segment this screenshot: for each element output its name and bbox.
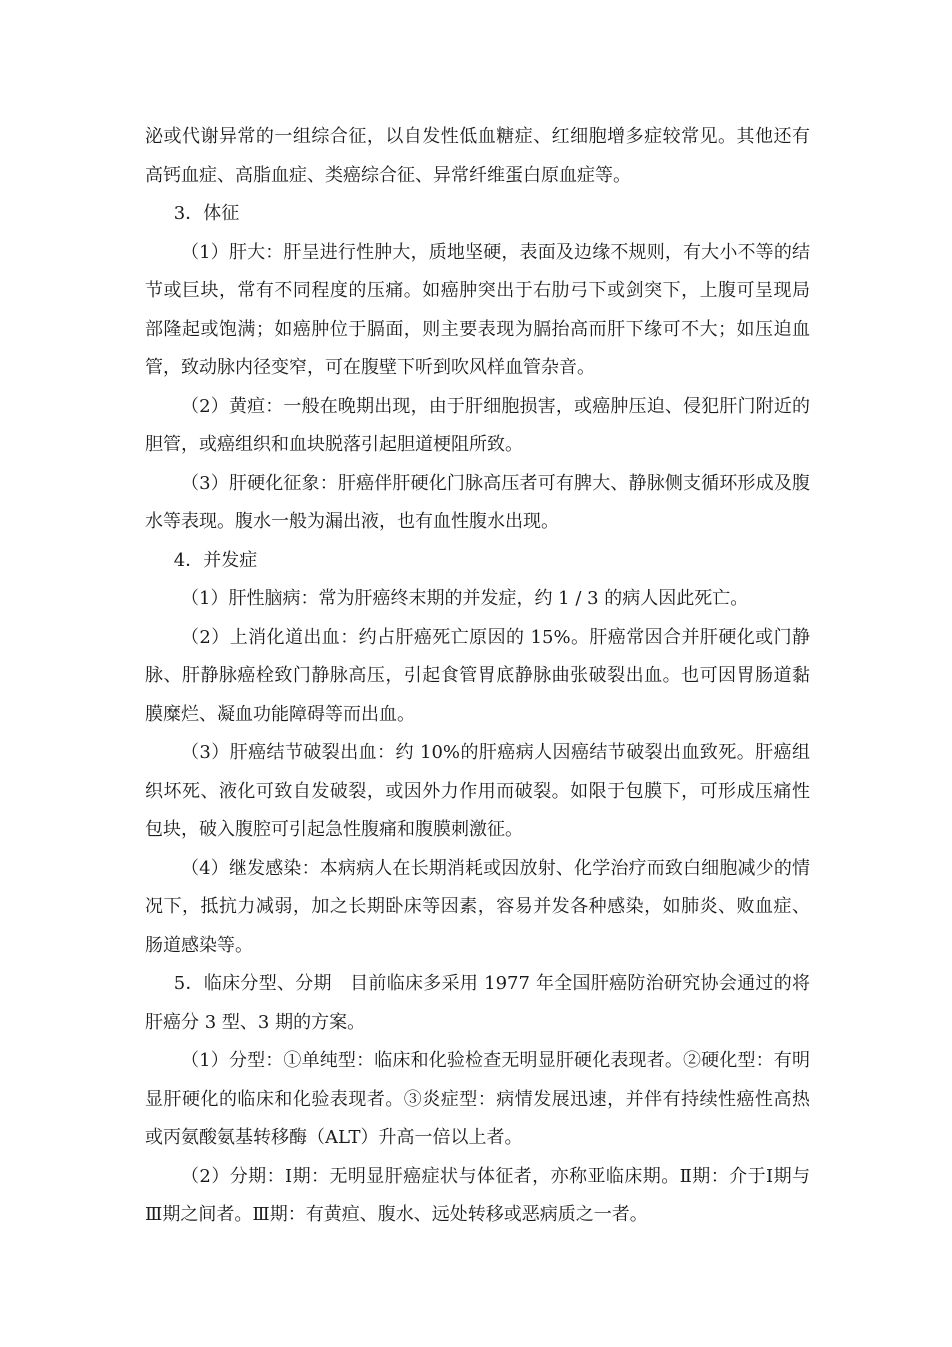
paragraph-hepatomegaly: （1）肝大：肝呈进行性肿大，质地坚硬，表面及边缘不规则，有大小不等的结节或巨块，常有不同程度的压痛。如癌肿突出于右肋弓下或剑突下，上腹可呈现局部隆起或饱满；如癌肿位于膈面，则主要表现为膈抬高而肝下缘可不大；如压迫血管，致动脉内径变窄，可在腹壁下听到吹风样血管杂音。: [145, 241, 810, 378]
paragraph-types: （1）分型：①单纯型：临床和化验检查无明显肝硬化表现者。②硬化型：有明显肝硬化的临床和化验表现者。③炎症型：病情发展迅速，并伴有持续性癌性高热或丙氨酸氨基转移酶（ALT）升高一倍以上者。: [145, 1050, 810, 1148]
section-heading-signs: 3．体征: [173, 203, 240, 224]
paragraph-nodule-rupture: （3）肝癌结节破裂出血：约 10%的肝癌病人因癌结节破裂出血致死。肝癌组织坏死、液化可致自发破裂，或因外力作用而破裂。如限于包膜下，可形成压痛性包块，破入腹腔可引起急性腹痛和腹膜刺激征。: [145, 742, 810, 840]
paragraph-hepatic-encephalopathy: （1）肝性脑病：常为肝癌终末期的并发症，约 1 / 3 的病人因此死亡。: [181, 588, 749, 609]
paragraph-cirrhosis-signs: （3）肝硬化征象：肝癌伴肝硬化门脉高压者可有脾大、静脉侧支循环形成及腹水等表现。腹水一般为漏出液，也有血性腹水出现。: [145, 472, 810, 532]
paragraph-jaundice: （2）黄疸：一般在晚期出现，由于肝细胞损害，或癌肿压迫、侵犯肝门附近的胆管，或癌组织和血块脱落引起胆道梗阻所致。: [145, 395, 810, 455]
section-heading-complications: 4．并发症: [173, 549, 258, 571]
document-body: [145, 118, 810, 1235]
paragraph-continuation: 泌或代谢异常的一组综合征，以自发性低血糖症、红细胞增多症较常见。其他还有高钙血症、高脂血症、类癌综合征、异常纤维蛋白原血症等。: [145, 126, 810, 186]
paragraph-gi-bleeding: （2）上消化道出血：约占肝癌死亡原因的 15%。肝癌常因合并肝硬化或门静脉、肝静脉癌栓致门静脉高压，引起食管胃底静脉曲张破裂出血。也可因胃肠道黏膜糜烂、凝血功能障碍等而出血。: [145, 626, 810, 725]
section-heading-classification: 5．临床分型、分期 目前临床多采用 1977 年全国肝癌防治研究协会通过的将肝癌分 3 型、3 期的方案。: [145, 973, 810, 1033]
paragraph-secondary-infection: （4）继发感染：本病病人在长期消耗或因放射、化学治疗而致白细胞减少的情况下，抵抗力减弱，加之长期卧床等因素，容易并发各种感染，如肺炎、败血症、肠道感染等。: [145, 857, 810, 956]
paragraph-stages: （2）分期：Ⅰ期：无明显肝癌症状与体征者，亦称亚临床期。Ⅱ期：介于Ⅰ期与Ⅲ期之间者。Ⅲ期：有黄疸、腹水、远处转移或恶病质之一者。: [145, 1165, 810, 1225]
